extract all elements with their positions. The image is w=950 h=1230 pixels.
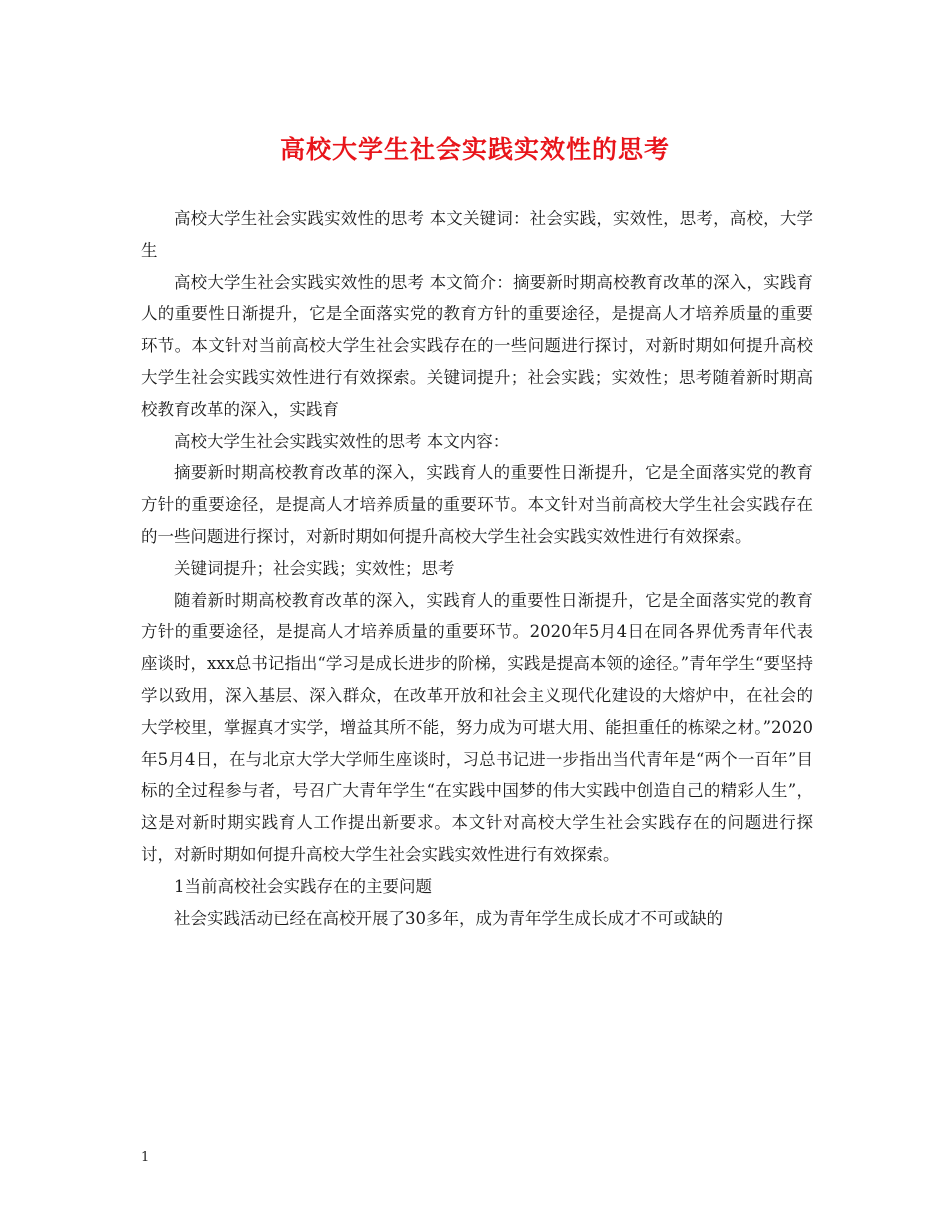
paragraph-summary: 高校大学生社会实践实效性的思考 本文简介：摘要新时期高校教育改革的深入，实践育人的重要性日渐提升，它是全面落实党的教育方针的重要途径，是提高人才培养质量的重要环节。本文针对当前高校大学生社会实践存在的一些问题进行探讨，对新时期如何提升高校大学生社会实践实效性进行有效探索。关键词提升；社会实践；实效性；思考随着新时期高校教育改革的深入，实践育 (141, 272, 813, 419)
section-heading-main-problems: 1当前高校社会实践存在的主要问题 (174, 876, 432, 896)
paragraph-abstract: 摘要新时期高校教育改革的深入，实践育人的重要性日渐提升，它是全面落实党的教育方针的重要途径，是提高人才培养质量的重要环节。本文针对当前高校大学生社会实践存在的一些问题进行探讨，对新时期如何提升高校大学生社会实践实效性进行有效探索。 (141, 463, 813, 546)
document-body (141, 203, 813, 934)
paragraph-introduction: 随着新时期高校教育改革的深入，实践育人的重要性日渐提升，它是全面落实党的教育方针的重要途径，是提高人才培养质量的重要环节。2020年5月4日在同各界优秀青年代表座谈时，xxx总书记指出“学习是成长进步的阶梯，实践是提高本领的途径。”青年学生“要坚持学以致用，深入基层、深入群众，在改革开放和社会主义现代化建设的大熔炉中，在社会的大学校里，掌握真才实学，增益其所不能，努力成为可堪大用、能担重任的栋梁之材。”2020年5月4日，在与北京大学大学师生座谈时，习总书记进一步指出当代青年是“两个一百年”目标的全过程参与者，号召广大青年学生“在实践中国梦的伟大实践中创造自己的精彩人生”，这是对新时期实践育人工作提出新要求。本文针对高校大学生社会实践存在的问题进行探讨，对新时期如何提升高校大学生社会实践实效性进行有效探索。 (141, 590, 813, 864)
paragraph-content-heading: 高校大学生社会实践实效性的思考 本文内容： (174, 431, 510, 451)
page-number: 1 (141, 1150, 150, 1165)
paragraph-section-start: 社会实践活动已经在高校开展了30多年，成为青年学生成长成才不可或缺的 (174, 908, 723, 928)
paragraph-keyword-list: 关键词提升；社会实践；实效性；思考 (174, 558, 455, 578)
document-title: 高校大学生社会实践实效性的思考 (279, 135, 670, 164)
paragraph-keywords: 高校大学生社会实践实效性的思考 本文关键词：社会实践，实效性，思考，高校，大学生 (141, 209, 813, 260)
